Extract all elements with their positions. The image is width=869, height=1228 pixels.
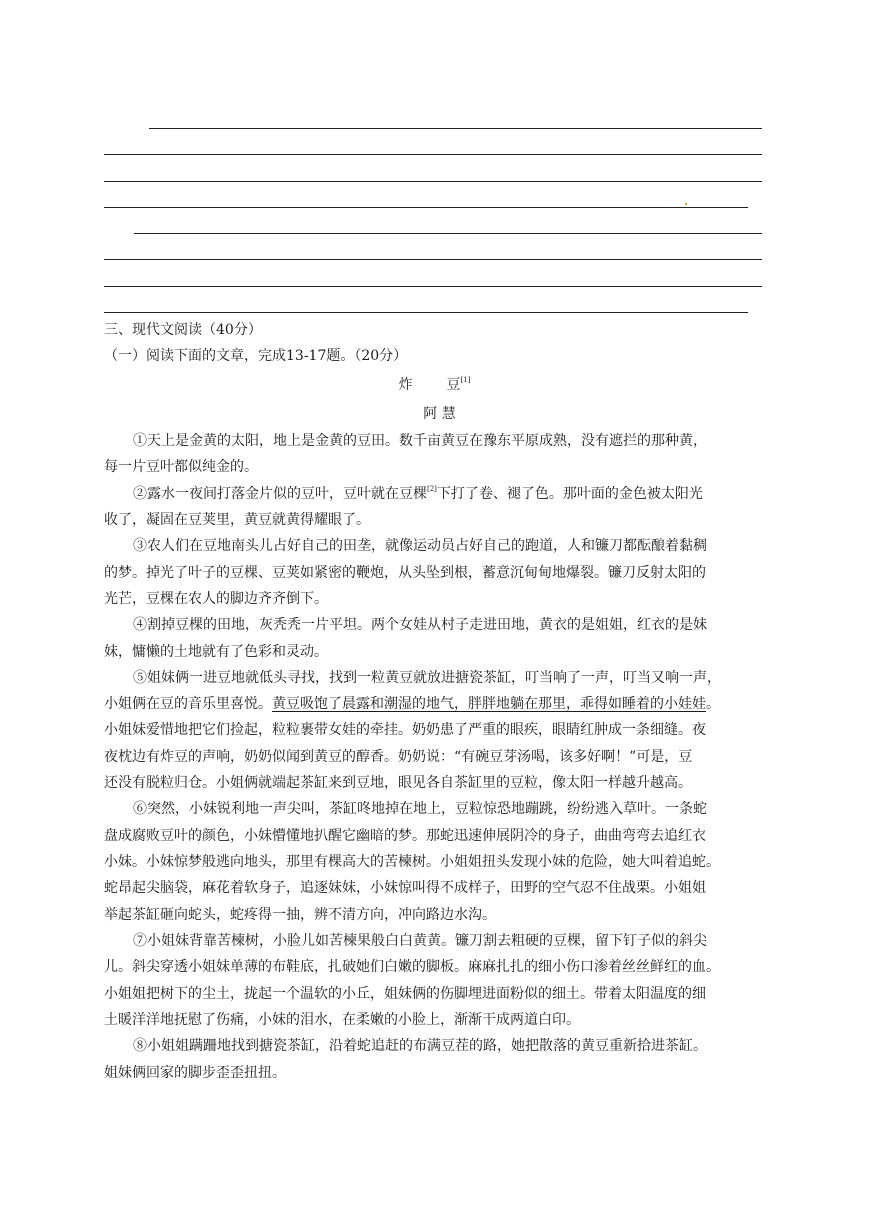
paragraph-1-line-1: ①天上是金黄的太阳，地上是金黄的豆田。数千亩黄豆在豫东平原成熟，没有遮拦的那种黄， bbox=[133, 433, 707, 449]
title-footnote-ref: [1] bbox=[460, 376, 471, 384]
paragraph-5-text-a: 小姐俩在豆的音乐里喜悦。 bbox=[104, 696, 272, 712]
paragraph-6-line-3: 小妹。小妹惊梦般逃向地头，那里有棵高大的苦楝树。小姐姐扭头发现小妹的危险，她大叫着追蛇。 bbox=[104, 854, 720, 870]
paragraph-5-line-3: 小姐妹爱惜地把它们捡起，粒粒裹带女娃的牵挂。奶奶患了严重的眼疾，眼睛红肿成一条细缝。夜 bbox=[104, 722, 706, 738]
paragraph-3-line-1: ③农人们在豆地南头儿占好自己的田垄，就像运动员占好自己的跑道，人和镰刀都酝酿着黏稠 bbox=[133, 538, 707, 554]
paragraph-7-line-3: 小姐姐把树下的尘土，拢起一个温软的小丘，姐妹俩的伤脚埋进面粉似的细土。带着太阳温度的细 bbox=[104, 986, 706, 1002]
paragraph-7-line-4: 土暖洋洋地抚慰了伤痛，小妹的泪水，在柔嫩的小脸上，渐渐干成两道白印。 bbox=[104, 1012, 580, 1028]
paragraph-8-line-2: 姐妹俩回家的脚步歪歪扭扭。 bbox=[104, 1065, 286, 1081]
paragraph-5-line-4: 夜枕边有炸豆的声响，奶奶似闻到黄豆的醇香。奶奶说：“有碗豆芽汤喝，该多好啊！”可是，豆 bbox=[104, 749, 693, 765]
section-heading: 三、现代文阅读（40分） bbox=[104, 322, 262, 338]
article-title bbox=[0, 377, 869, 393]
stray-mark bbox=[685, 203, 687, 205]
answer-line-7 bbox=[104, 286, 762, 287]
paragraph-7-line-2: 儿。斜尖穿透小姐妹单薄的布鞋底，扎破她们白嫩的脚板。麻麻扎扎的细小伤口渗着丝丝鲜红的血。 bbox=[104, 959, 720, 975]
answer-line-1 bbox=[149, 128, 762, 129]
paragraph-6-line-5: 举起茶缸砸向蛇头，蛇疼得一抽，辨不清方向，冲向路边水沟。 bbox=[104, 907, 496, 923]
paragraph-1-line-2: 每一片豆叶都似纯金的。 bbox=[104, 459, 258, 475]
answer-line-8 bbox=[104, 312, 748, 313]
paragraph-5-line-1: ⑤姐妹俩一进豆地就低头寻找，找到一粒黄豆就放进搪瓷茶缸，叮当响了一声，叮当又响一声， bbox=[133, 670, 721, 686]
paragraph-6-line-1: ⑥突然，小妹锐利地一声尖叫，茶缸咚地掉在地上，豆粒惊恐地蹦跳，纷纷逃入草叶。一条蛇 bbox=[133, 801, 707, 817]
paragraph-2-line-1 bbox=[104, 486, 703, 502]
answer-line-2 bbox=[104, 154, 762, 155]
title-char-2: 豆 bbox=[446, 377, 461, 393]
underlined-sentence: 黄豆吸饱了晨露和潮湿的地气，胖胖地躺在那里，乖得如睡着的小娃娃 bbox=[272, 696, 706, 712]
paragraph-7-line-1: ⑦小姐妹背靠苦楝树，小脸儿如苦楝果般白白黄黄。镰刀割去粗硬的豆棵，留下钉子似的斜尖 bbox=[133, 933, 707, 949]
article-author: 阿 慧 bbox=[423, 406, 456, 422]
paragraph-3-line-2: 的梦。掉光了叶子的豆棵、豆荚如紧密的鞭炮，从头坠到根，蓄意沉甸甸地爆裂。镰刀反射太阳的 bbox=[104, 565, 706, 581]
answer-line-3 bbox=[104, 181, 762, 182]
paragraph-8-line-1: ⑧小姐姐蹒跚地找到搪瓷茶缸，沿着蛇追赶的布满豆茬的路，她把散落的黄豆重新拾进茶缸。 bbox=[133, 1038, 707, 1054]
paragraph-4-line-1: ④割掉豆棵的田地，灰秃秃一片平坦。两个女娃从村子走进田地，黄衣的是姐姐，红衣的是妹 bbox=[133, 617, 707, 633]
subsection-heading: （一）阅读下面的文章，完成13-17题。（20分） bbox=[104, 348, 408, 364]
footnote-ref-2: [2] bbox=[427, 485, 437, 493]
answer-line-6 bbox=[104, 259, 762, 260]
paragraph-2-text-b: 下打了卷、褪了色。那叶面的金色被太阳光 bbox=[436, 486, 703, 502]
paragraph-2-text-a: ②露水一夜间打落金片似的豆叶，豆叶就在豆棵 bbox=[133, 486, 427, 502]
paragraph-6-line-4: 蛇昂起尖脑袋，麻花着软身子，追逐妹妹，小妹惊叫得不成样子，田野的空气忍不住战栗。小姐姐 bbox=[104, 880, 706, 896]
paragraph-5-line-5: 还没有脱粒归仓。小姐俩就端起茶缸来到豆地，眼见各自茶缸里的豆粒，像太阳一样越升越高。 bbox=[104, 775, 692, 791]
paragraph-3-line-3: 光芒，豆棵在农人的脚边齐齐倒下。 bbox=[104, 591, 328, 607]
paragraph-5-line-2 bbox=[104, 696, 720, 712]
paragraph-6-line-2: 盘成腐败豆叶的颜色，小妹懵懂地扒醒它幽暗的梦。那蛇迅速伸展阴冷的身子，曲曲弯弯去追红衣 bbox=[104, 828, 706, 844]
title-char-1: 炸 bbox=[398, 377, 413, 393]
paragraph-4-line-2: 妹，慵懒的土地就有了色彩和灵动。 bbox=[104, 644, 328, 660]
answer-line-5 bbox=[134, 233, 762, 234]
paragraph-5-text-b: 。 bbox=[706, 696, 720, 712]
paragraph-2-line-2: 收了，凝固在豆荚里，黄豆就黄得耀眼了。 bbox=[104, 512, 370, 528]
answer-line-4 bbox=[104, 207, 748, 208]
